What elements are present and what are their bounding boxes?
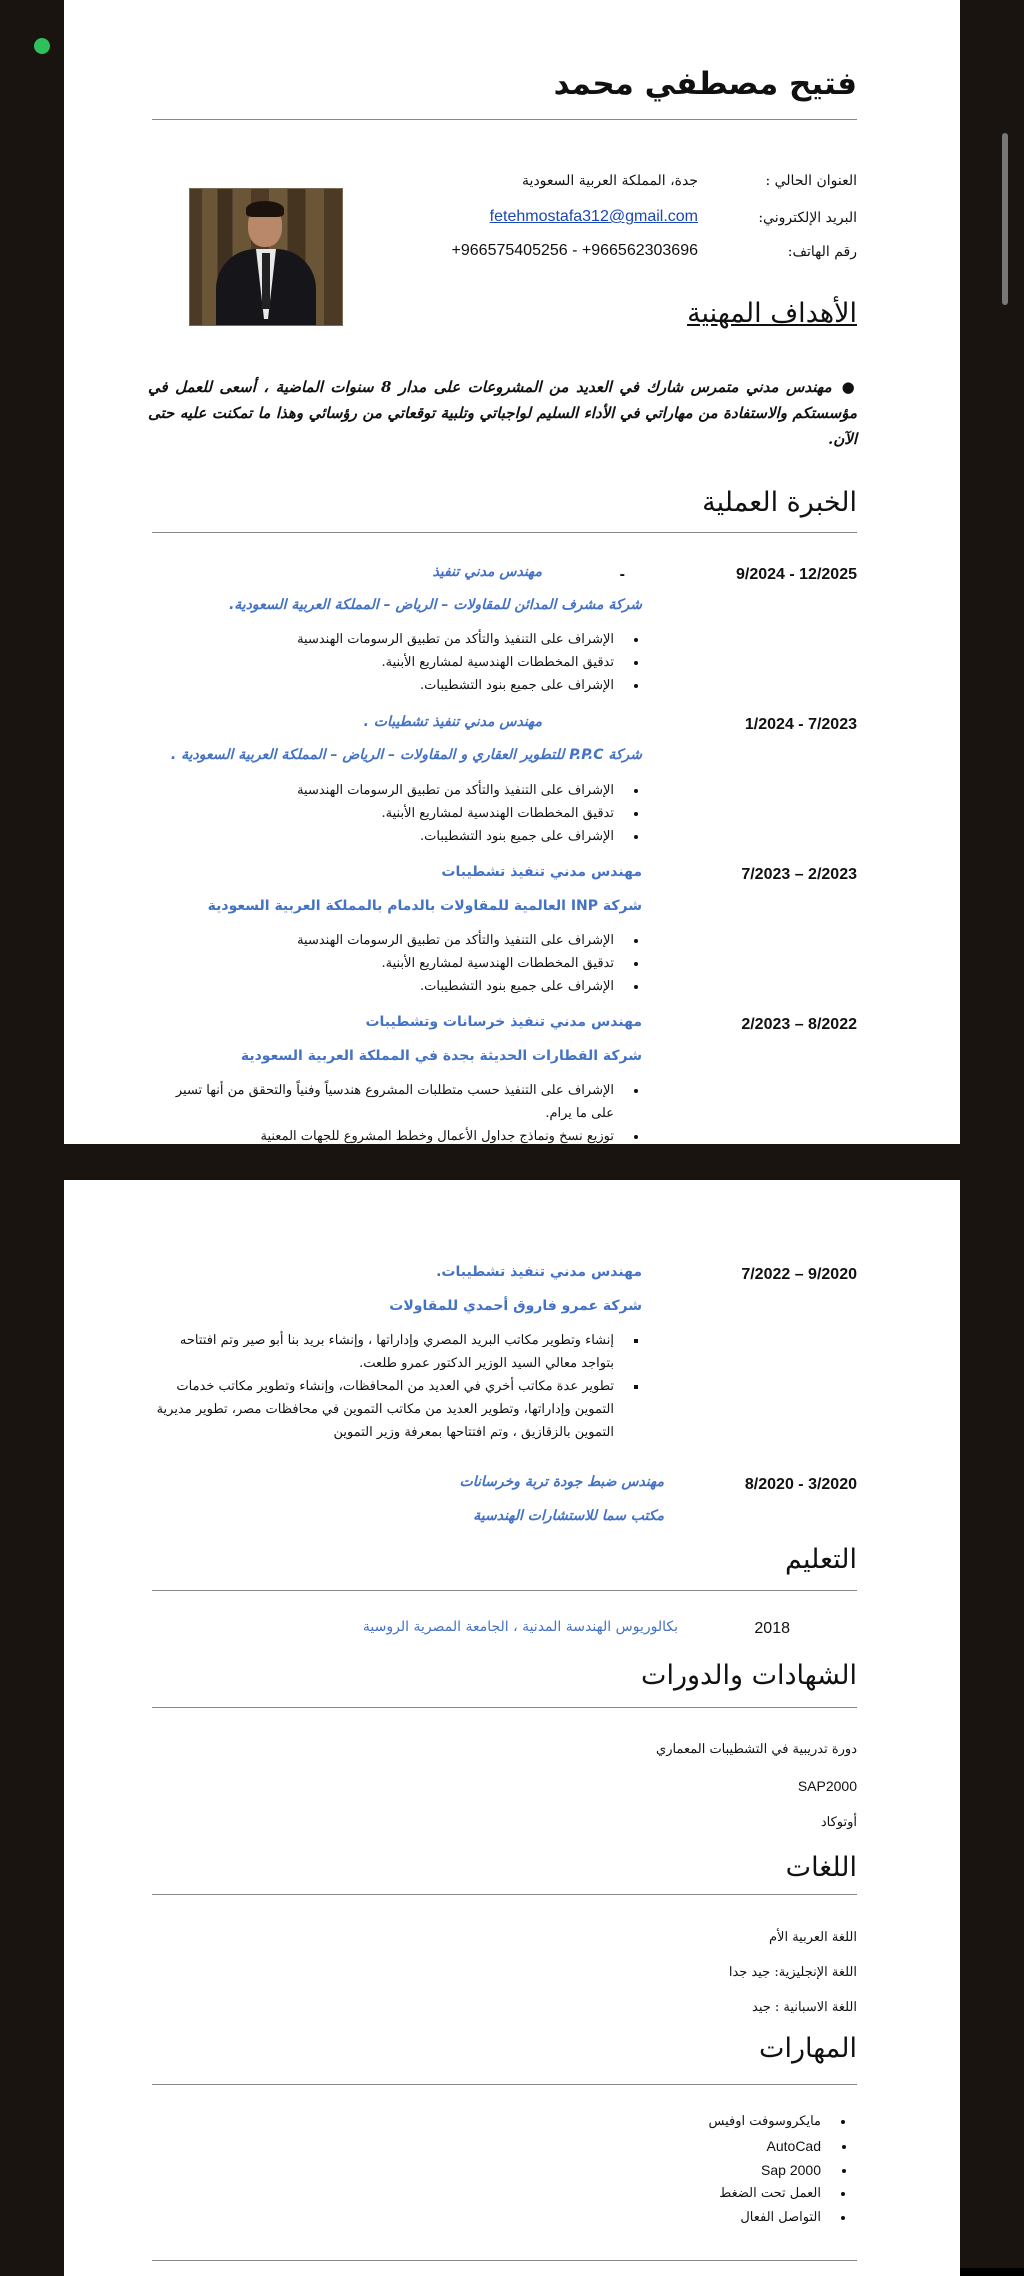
duty-item: ▪ تطوير عدة مكاتب أخري في العديد من المحافظات، وإنشاء وتطوير مكاتب خدمات التموين وإداراتها، وتطوير العديد من مكاتب التموين في محافظات مصر، تطوير مديرية التموين بالزقازيق ، وتم افتتاحها بمعرفة وزير التموين: [150, 1375, 624, 1444]
status-dot: [34, 38, 50, 54]
job-company: شركة مشرف المدائن للمقاولات – الرياض – المملكة العربية السعودية.: [228, 597, 642, 613]
duty-item: • توزيع نسخ ونماذج جداول الأعمال وخطط المشروع للجهات المعنية: [154, 1125, 624, 1144]
email-label: البريد الإلكتروني:: [758, 210, 857, 226]
divider: [152, 2084, 857, 2085]
duty-item: ▪ إنشاء وتطوير مكاتب البريد المصري وإداراتها ، وإنشاء بريد بنا أبو صير وتم افتتاحه بتواجد معالي السيد الوزير الدكتور عمرو طلعت.: [150, 1329, 624, 1375]
section-education: التعليم: [785, 1544, 857, 1575]
duty-item: • الإشراف على جميع بنود التشطيبات.: [297, 975, 624, 998]
skills-list: [709, 2110, 858, 2230]
section-skills: المهارات: [759, 2033, 857, 2064]
job-dates: 1/2024 - 7/2023: [744, 716, 857, 733]
address-value: جدة، المملكة العربية السعودية: [522, 173, 698, 189]
section-languages: اللغات: [785, 1852, 857, 1883]
duty-item: • الإشراف على التنفيذ حسب متطلبات المشروع هندسياً وفنياً والتحقق من أنها تسير على ما يرام.: [154, 1079, 624, 1125]
duty-item: • الإشراف على التنفيذ والتأكد من تطبيق الرسومات الهندسية: [297, 929, 624, 952]
job-dates: 9/2024 - 12/2025: [736, 566, 857, 583]
section-objectives: الأهداف المهنية: [687, 298, 857, 329]
skill-item: • Sap 2000: [709, 2158, 832, 2182]
duty-item: • الإشراف على التنفيذ والتأكد من تطبيق الرسومات الهندسية: [297, 779, 624, 802]
job-company: شركة P.P.C للتطوير العقاري و المقاولات – الرياض – المملكة العربية السعودية .: [170, 747, 642, 763]
document-page-2: [64, 1180, 960, 2276]
job-title: مهندس مدني تنفيذ خرسانات وتشطيبات: [365, 1014, 642, 1030]
certificate-item: أوتوكاد: [820, 1815, 857, 1830]
profile-photo: [189, 188, 343, 326]
certificate-item: SAP2000: [797, 1778, 857, 1794]
language-item: اللغة الاسبانية : جيد: [752, 2000, 857, 2015]
job-duties: [297, 929, 642, 998]
job-company: شركة القطارات الحديثة بجدة في المملكة العربية السعودية: [240, 1048, 642, 1064]
objective-text: ●مهندس مدني متمرس شارك في العديد من المشروعات على مدار 8 سنوات الماضية ، أسعى للعمل في مؤسستكم والاستفادة من مهاراتي في الأداء السليم لواجباتي وتلبية توقعاتي من رؤسائي وهذا ما تمكنت عليه حتى الآن.: [148, 378, 858, 448]
job-duties: [150, 1329, 642, 1444]
document-page-1: [64, 0, 960, 1144]
job-duties: [297, 628, 642, 697]
divider: [152, 1707, 857, 1708]
email-link[interactable]: fetehmostafa312@gmail.com: [489, 208, 698, 225]
skill-item: • مايكروسوفت اوفيس: [709, 2110, 832, 2134]
job-dates: 7/2023 – 2/2023: [741, 866, 857, 883]
job-title: مهندس مدني تنفيذ تشطيبات: [441, 864, 642, 880]
candidate-name: فتيح مصطفي محمد: [553, 66, 857, 102]
job-duties: [154, 1079, 642, 1144]
skill-item: • AutoCad: [709, 2134, 832, 2158]
divider: [152, 119, 857, 120]
skill-item: • التواصل الفعال: [709, 2206, 832, 2230]
language-item: اللغة الإنجليزية: جيد جدا: [728, 1965, 857, 1980]
duty-item: • تدقيق المخططات الهندسية لمشاريع الأبنية.: [297, 651, 624, 674]
job-company: مكتب سما للاستشارات الهندسية: [473, 1508, 664, 1524]
address-label: العنوان الحالي :: [765, 173, 857, 189]
skill-item: • العمل تحت الضغط: [709, 2182, 832, 2206]
section-certificates: الشهادات والدورات: [641, 1660, 857, 1691]
certificate-item: دورة تدريبية في التشطيبات المعماري: [656, 1742, 857, 1757]
job-dates: 7/2022 – 9/2020: [741, 1266, 857, 1283]
job-dates: 2/2023 – 8/2022: [741, 1016, 857, 1033]
job-title: مهندس مدني تنفيذ: [432, 564, 542, 580]
divider: [152, 532, 857, 533]
duty-item: • الإشراف على جميع بنود التشطيبات.: [297, 825, 624, 848]
education-degree: بكالوريوس الهندسة المدنية ، الجامعة المصرية الروسية: [362, 1619, 678, 1635]
job-company: شركة INP العالمية للمقاولات بالدمام بالمملكة العربية السعودية: [207, 898, 642, 914]
divider: [152, 1590, 857, 1591]
job-dates: 8/2020 - 3/2020: [744, 1476, 857, 1493]
divider: [152, 1894, 857, 1895]
duty-item: • تدقيق المخططات الهندسية لمشاريع الأبنية.: [297, 952, 624, 975]
duty-item: • الإشراف على جميع بنود التشطيبات.: [297, 674, 624, 697]
education-year: 2018: [754, 1620, 790, 1637]
job-title: مهندس مدني تنفيذ تشطيبات .: [363, 714, 542, 730]
phone-label: رقم الهاتف:: [787, 244, 857, 260]
job-title: مهندس ضبط جودة تربة وخرسانات: [459, 1474, 664, 1490]
job-title: مهندس مدني تنفيذ تشطيبات.: [436, 1264, 642, 1280]
duty-item: • تدقيق المخططات الهندسية لمشاريع الأبنية.: [297, 802, 624, 825]
job-company: شركة عمرو فاروق أحمدي للمقاولات: [389, 1298, 642, 1314]
duty-item: • الإشراف على التنفيذ والتأكد من تطبيق الرسومات الهندسية: [297, 628, 624, 651]
phone-value: +966575405256 - +966562303696: [451, 242, 698, 259]
job-duties: [297, 779, 642, 848]
language-item: اللغة العربية الأم: [769, 1930, 857, 1945]
section-experience: الخبرة العملية: [702, 487, 857, 518]
scrollbar-thumb[interactable]: [1002, 133, 1008, 305]
divider: [152, 2260, 857, 2261]
date-dash: -: [619, 566, 625, 583]
